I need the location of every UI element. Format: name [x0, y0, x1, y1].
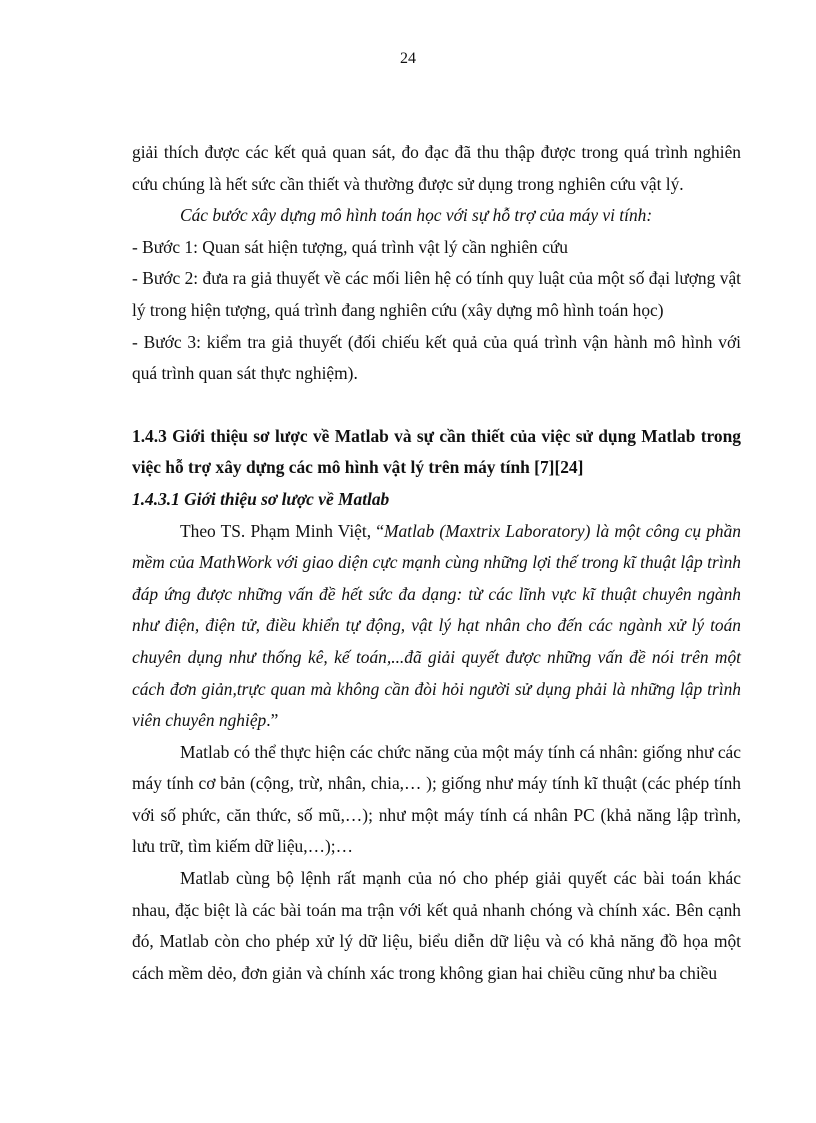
document-body — [132, 137, 741, 989]
steps-intro: Các bước xây dựng mô hình toán học với sự hỗ trợ của máy vi tính: — [180, 205, 653, 226]
step-1: - Bước 1: Quan sát hiện tượng, quá trình vật lý cần nghiên cứu — [132, 236, 568, 257]
paragraph-commands: Matlab cùng bộ lệnh rất mạnh của nó cho phép giải quyết các bài toán khác nhau, đặc biệt là các bài toán ma trận với kết quả nhanh chóng và chính xác. Bên cạnh đó, Matlab còn cho phép xử lý dữ liệu, biểu diễn dữ liệu và có khả năng đồ họa một cách mềm dẻo, đơn giản và chính xác trong không gian hai chiều cũng như ba chiều — [132, 868, 741, 983]
quote-body: Matlab (Maxtrix Laboratory) là một công cụ phần mềm của MathWork với giao diện cực mạnh cùng những lợi thế trong kĩ thuật lập trình đáp ứng được những vấn đề hết sức đa dạng: từ các lĩnh vực kĩ thuật chuyên ngành như điện, điện tử, điều khiển tự động, vật lý hạt nhân cho đến các ngành xử lý toán chuyên dụng như thống kê, kế toán,...đã giải quyết được những vấn đề nói trên một cách đơn giản,trực quan mà không cần đòi hỏi người sử dụng phải là những lập trình viên chuyên nghiệp — [132, 520, 741, 731]
paragraph-continuation: giải thích được các kết quả quan sát, đo đạc đã thu thập được trong quá trình nghiên cứu chúng là hết sức cần thiết và thường được sử dụng trong nghiên cứu vật lý. — [132, 142, 741, 194]
step-3: - Bước 3: kiểm tra giả thuyết (đối chiếu kết quả của quá trình vận hành mô hình với quá trình quan sát thực nghiệm). — [132, 331, 741, 384]
section-heading: 1.4.3 Giới thiệu sơ lược về Matlab và sự cần thiết của việc sử dụng Matlab trong việc hỗ trợ xây dựng các mô hình vật lý trên máy tính [7][24] — [132, 425, 741, 478]
step-2: - Bước 2: đưa ra giả thuyết về các mối liên hệ có tính quy luật của một số đại lượng vật lý trong hiện tượng, quá trình đang nghiên cứu (xây dựng mô hình toán học) — [132, 268, 741, 320]
subsection-heading: 1.4.3.1 Giới thiệu sơ lược về Matlab — [132, 488, 390, 509]
paragraph-functions: Matlab có thể thực hiện các chức năng của một máy tính cá nhân: giống như các máy tính cơ bản (cộng, trừ, nhân, chia,… ); giống như máy tính kĩ thuật (các phép tính với số phức, căn thức, số mũ,…); như một máy tính cá nhân PC (khả năng lập trình, lưu trữ, tìm kiếm dữ liệu,…);… — [132, 741, 741, 857]
page-number: 24 — [400, 50, 416, 67]
quote-suffix: .” — [266, 710, 279, 731]
quote-paragraph — [132, 516, 741, 737]
quote-prefix: Theo TS. Phạm Minh Việt, “ — [180, 520, 384, 541]
